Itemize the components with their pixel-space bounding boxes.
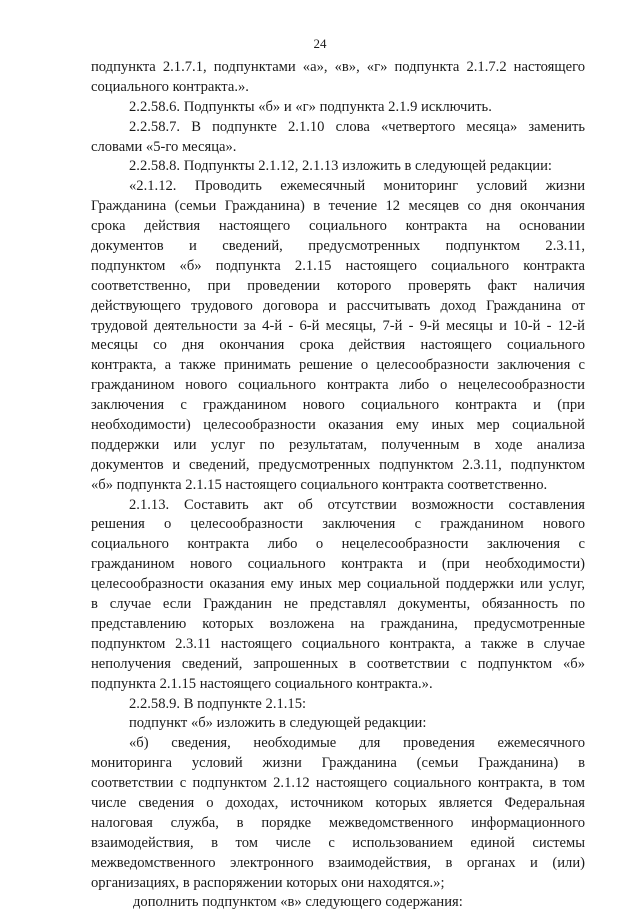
text-line: организациях, в распоряжении которых они находятся.»; <box>91 874 445 891</box>
text-line: взаимодействия, в том числе с использованием единой системы <box>91 834 585 851</box>
text-line: трудовой деятельности за 4-й - 6-й месяцы, 7-й - 9-й месяцы и 10-й - 12-й <box>91 317 585 334</box>
page-number: 24 <box>313 36 327 51</box>
document-body <box>91 58 585 913</box>
text-line: 2.2.58.7. В подпункте 2.1.10 слова «четвертого месяца» заменить <box>129 118 585 135</box>
text-line: месяцы со дня окончания срока действия настоящего социального <box>91 337 585 354</box>
text-line: «б» подпункта 2.1.15 настоящего социального контракта соответственно. <box>91 476 548 493</box>
text-line: гражданином нового социального контракта либо о нецелесообразности <box>91 377 585 394</box>
text-line: соответствии с подпунктом 2.1.12 настоящего социального контракта, в том <box>91 775 585 792</box>
text-line: 2.1.13. Составить акт об отсутствии возможности составления <box>129 496 585 513</box>
text-line: социального контракта.». <box>91 78 249 95</box>
text-line: подпункт «б» изложить в следующей редакции: <box>129 715 427 732</box>
text-line: неполучения сведений, запрошенных в соответствии с подпунктом «б» <box>91 655 585 672</box>
text-line: мониторинга условий жизни Гражданина (семьи Гражданина) в <box>91 755 585 772</box>
text-line: «2.1.12. Проводить ежемесячный мониторинг условий жизни <box>129 178 585 195</box>
text-line: подпунктом «б» подпункта 2.1.15 настоящего социального контракта <box>91 257 585 274</box>
text-line: налоговая служба, в порядке межведомственного информационного <box>91 814 585 831</box>
text-line: подпункта 2.1.15 настоящего социального контракта.». <box>91 675 433 692</box>
text-line: 2.2.58.9. В подпункте 2.1.15: <box>129 695 307 712</box>
text-line: соответственно, при проведении которого проверять факт наличия <box>91 277 585 294</box>
text-line: документов и сведений, предусмотренных подпунктом 2.3.11, <box>91 238 585 255</box>
text-line: необходимости) целесообразности оказания ему иных мер социальной <box>91 417 585 434</box>
text-line: целесообразности оказания ему иных мер социальной поддержки или услуг, <box>91 576 585 593</box>
text-line: контракта, а также принимать решение о целесообразности заключения с <box>91 357 585 374</box>
text-line: дополнить подпунктом «в» следующего содержания: <box>133 894 463 911</box>
text-line: словами «5-го месяца». <box>91 138 237 155</box>
text-line: социального контракта либо о нецелесообразности заключения с <box>91 536 585 553</box>
text-line: числе сведения о доходах, источником которых является Федеральная <box>91 794 585 811</box>
text-line: представлению которых возложена на гражданина, предусмотренные <box>91 615 585 632</box>
text-line: Гражданина (семьи Гражданина) в течение 12 месяцев со дня окончания <box>91 198 585 215</box>
text-line: 2.2.58.6. Подпункты «б» и «г» подпункта 2.1.9 исключить. <box>129 98 492 115</box>
text-line: межведомственного электронного взаимодействия, в органах и (или) <box>91 854 585 871</box>
text-line: в случае если Гражданин не представлял документы, обязанность по <box>91 596 585 613</box>
text-line: поддержки или услуг по результатам, полученным в ходе анализа <box>91 436 585 453</box>
text-line: «б) сведения, необходимые для проведения ежемесячного <box>129 735 585 752</box>
text-line: 2.2.58.8. Подпункты 2.1.12, 2.1.13 изложить в следующей редакции: <box>129 158 552 175</box>
text-line: срока действия настоящего социального контракта на основании <box>91 218 585 235</box>
text-line: подпунктом 2.3.11 настоящего социального контракта, а также в случае <box>91 635 585 652</box>
text-line: гражданином нового социального контракта и (при необходимости) <box>91 556 585 573</box>
text-line: заключения с гражданином нового социального контракта и (при <box>91 397 585 414</box>
text-line: действующего трудового договора и рассчитывать доход Гражданина от <box>91 297 585 314</box>
text-line: подпунктa 2.1.7.1, подпунктами «а», «в», «г» подпункта 2.1.7.2 настоящего <box>91 59 585 75</box>
text-line: решения о целесообразности заключения с гражданином нового <box>91 516 585 533</box>
text-line: документов и сведений, предусмотренных подпунктом 2.3.11, подпунктом <box>91 456 585 473</box>
